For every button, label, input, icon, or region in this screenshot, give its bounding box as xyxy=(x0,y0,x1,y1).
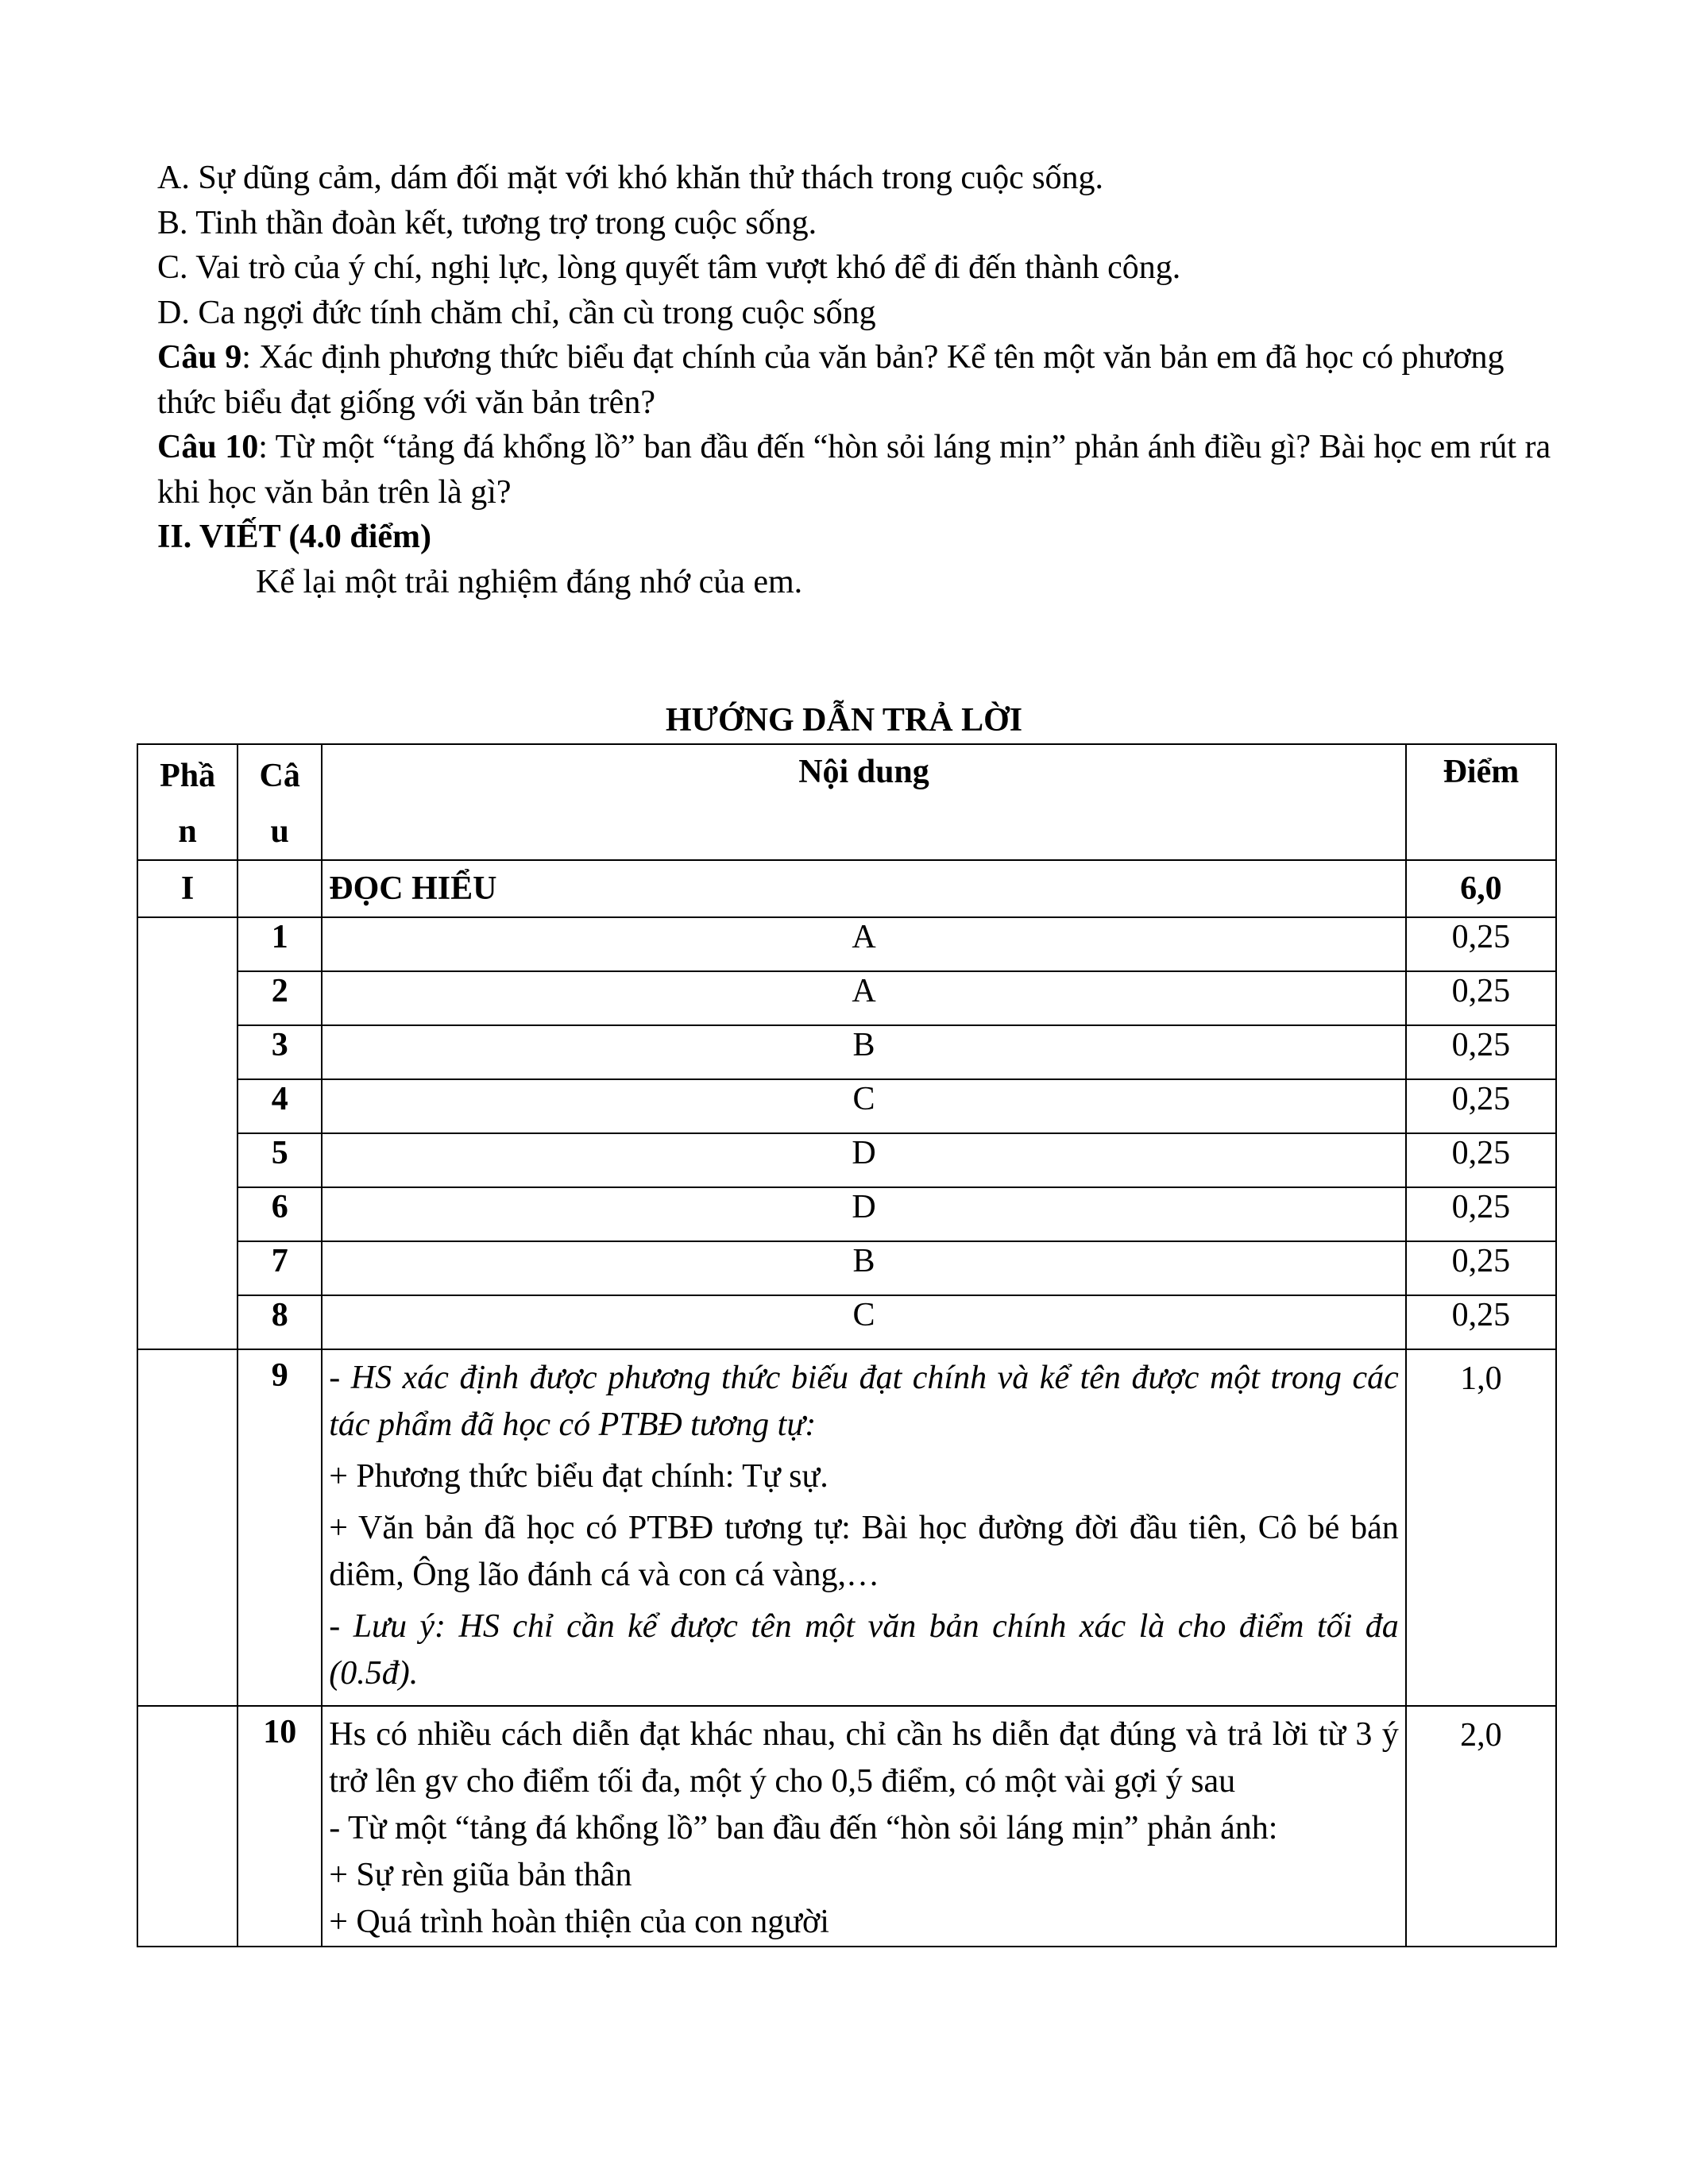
empty-cell xyxy=(137,1349,238,1706)
score-cell: 0,25 xyxy=(1406,1187,1556,1241)
header-cau: Câ u xyxy=(238,744,322,860)
table-row xyxy=(137,1133,1556,1187)
answer-cell: C xyxy=(322,1295,1406,1349)
option-a: A. Sự dũng cảm, dám đối mặt với khó khăn thử thách trong cuộc sống. xyxy=(157,160,1104,196)
section-empty-cell xyxy=(238,860,322,917)
table-row xyxy=(137,917,1556,971)
answer-cell: D xyxy=(322,1187,1406,1241)
table-row-question-10 xyxy=(137,1706,1556,1947)
row9-line2: + Văn bản đã học có PTBĐ tương tự: Bài học đường đời đầu tiên, Cô bé bán diêm, Ông lão đánh cá và con cá vàng,… xyxy=(329,1510,1399,1593)
table-row xyxy=(137,971,1556,1025)
option-d: D. Ca ngợi đức tính chăm chỉ, cần cù trong cuộc sống xyxy=(157,294,876,331)
question-number: 3 xyxy=(238,1025,322,1079)
answer-guide-table xyxy=(137,743,1557,1947)
question-number: 10 xyxy=(238,1706,322,1947)
option-b: B. Tinh thần đoàn kết, tương trợ trong cuộc sống. xyxy=(157,204,817,241)
score-cell: 0,25 xyxy=(1406,971,1556,1025)
question-number: 4 xyxy=(238,1079,322,1133)
score-cell: 0,25 xyxy=(1406,1295,1556,1349)
section-2-prompt: Kể lại một trải nghiệm đáng nhớ của em. xyxy=(256,563,803,600)
question-number: 9 xyxy=(238,1349,322,1706)
score-cell: 1,0 xyxy=(1406,1349,1556,1706)
header-diem: Điểm xyxy=(1406,744,1556,860)
table-row xyxy=(137,1241,1556,1295)
table-row-question-9 xyxy=(137,1349,1556,1706)
table-row xyxy=(137,1025,1556,1079)
score-cell: 2,0 xyxy=(1406,1706,1556,1947)
question-10-text: : Từ một “tảng đá khổng lồ” ban đầu đến “hòn sỏi láng mịn” phản ánh điều gì? Bài học em rút ra khi học văn bản trên là gì? xyxy=(157,429,1551,511)
answer-cell: C xyxy=(322,1079,1406,1133)
table-row xyxy=(137,1295,1556,1349)
question-9 xyxy=(157,335,1555,425)
row10-line3: + Quá trình hoàn thiện của con người xyxy=(329,1904,829,1940)
score-cell: 0,25 xyxy=(1406,1241,1556,1295)
question-9-text: : Xác định phương thức biểu đạt chính của văn bản? Kể tên một văn bản em đã học có phương thức biểu đạt giống với văn bản trên? xyxy=(157,339,1505,421)
section-number: I xyxy=(137,860,238,917)
row10-line1: - Từ một “tảng đá khổng lồ” ban đầu đến “hòn sỏi láng mịn” phản ánh: xyxy=(329,1810,1278,1846)
row10-line2: + Sự rèn giũa bản thân xyxy=(329,1857,632,1893)
answer-cell: A xyxy=(322,971,1406,1025)
score-cell: 0,25 xyxy=(1406,1133,1556,1187)
question-number: 2 xyxy=(238,971,322,1025)
empty-cell xyxy=(137,1706,238,1947)
section-score: 6,0 xyxy=(1406,860,1556,917)
merged-empty-cell xyxy=(137,917,238,1349)
answer-guide-title: HƯỚNG DẪN TRẢ LỜI xyxy=(665,702,1023,739)
section-row-doc-hieu xyxy=(137,860,1556,917)
score-cell: 0,25 xyxy=(1406,917,1556,971)
score-cell: 0,25 xyxy=(1406,1025,1556,1079)
table-row xyxy=(137,1079,1556,1133)
question-number: 6 xyxy=(238,1187,322,1241)
question-number: 7 xyxy=(238,1241,322,1295)
row9-intro: - HS xác định được phương thức biếu đạt chính và kể tên được một trong các tác phẩm đã học có PTBĐ tương tự: xyxy=(329,1360,1399,1443)
section-label: ĐỌC HIỂU xyxy=(322,860,1406,917)
option-c: C. Vai trò của ý chí, nghị lực, lòng quyết tâm vượt khó để đi đến thành công. xyxy=(157,249,1181,286)
question-number: 1 xyxy=(238,917,322,971)
row9-note: - Lưu ý: HS chỉ cần kể được tên một văn bản chính xác là cho điểm tối đa (0.5đ). xyxy=(329,1608,1399,1692)
section-2-heading: II. VIẾT (4.0 điểm) xyxy=(157,519,432,555)
row9-line1: + Phương thức biểu đạt chính: Tự sự. xyxy=(329,1458,829,1495)
answer-cell: B xyxy=(322,1025,1406,1079)
question-number: 8 xyxy=(238,1295,322,1349)
question-text-block xyxy=(157,156,1555,604)
question-10-label: Câu 10 xyxy=(157,429,259,465)
answer-cell: D xyxy=(322,1133,1406,1187)
content-cell-10 xyxy=(322,1706,1406,1947)
answer-cell: B xyxy=(322,1241,1406,1295)
content-cell-9 xyxy=(322,1349,1406,1706)
answer-cell: A xyxy=(322,917,1406,971)
header-phan: Phầ n xyxy=(137,744,238,860)
table-row xyxy=(137,1187,1556,1241)
table-header-row xyxy=(137,744,1556,860)
question-number: 5 xyxy=(238,1133,322,1187)
question-10 xyxy=(157,425,1555,515)
question-9-label: Câu 9 xyxy=(157,339,242,376)
header-noi-dung: Nội dung xyxy=(322,744,1406,860)
row10-intro: Hs có nhiều cách diễn đạt khác nhau, chỉ cần hs diễn đạt đúng và trả lời từ 3 ý trở lên gv cho điểm tối đa, một ý cho 0,5 điểm, có một vài gợi ý sau xyxy=(329,1716,1399,1800)
score-cell: 0,25 xyxy=(1406,1079,1556,1133)
